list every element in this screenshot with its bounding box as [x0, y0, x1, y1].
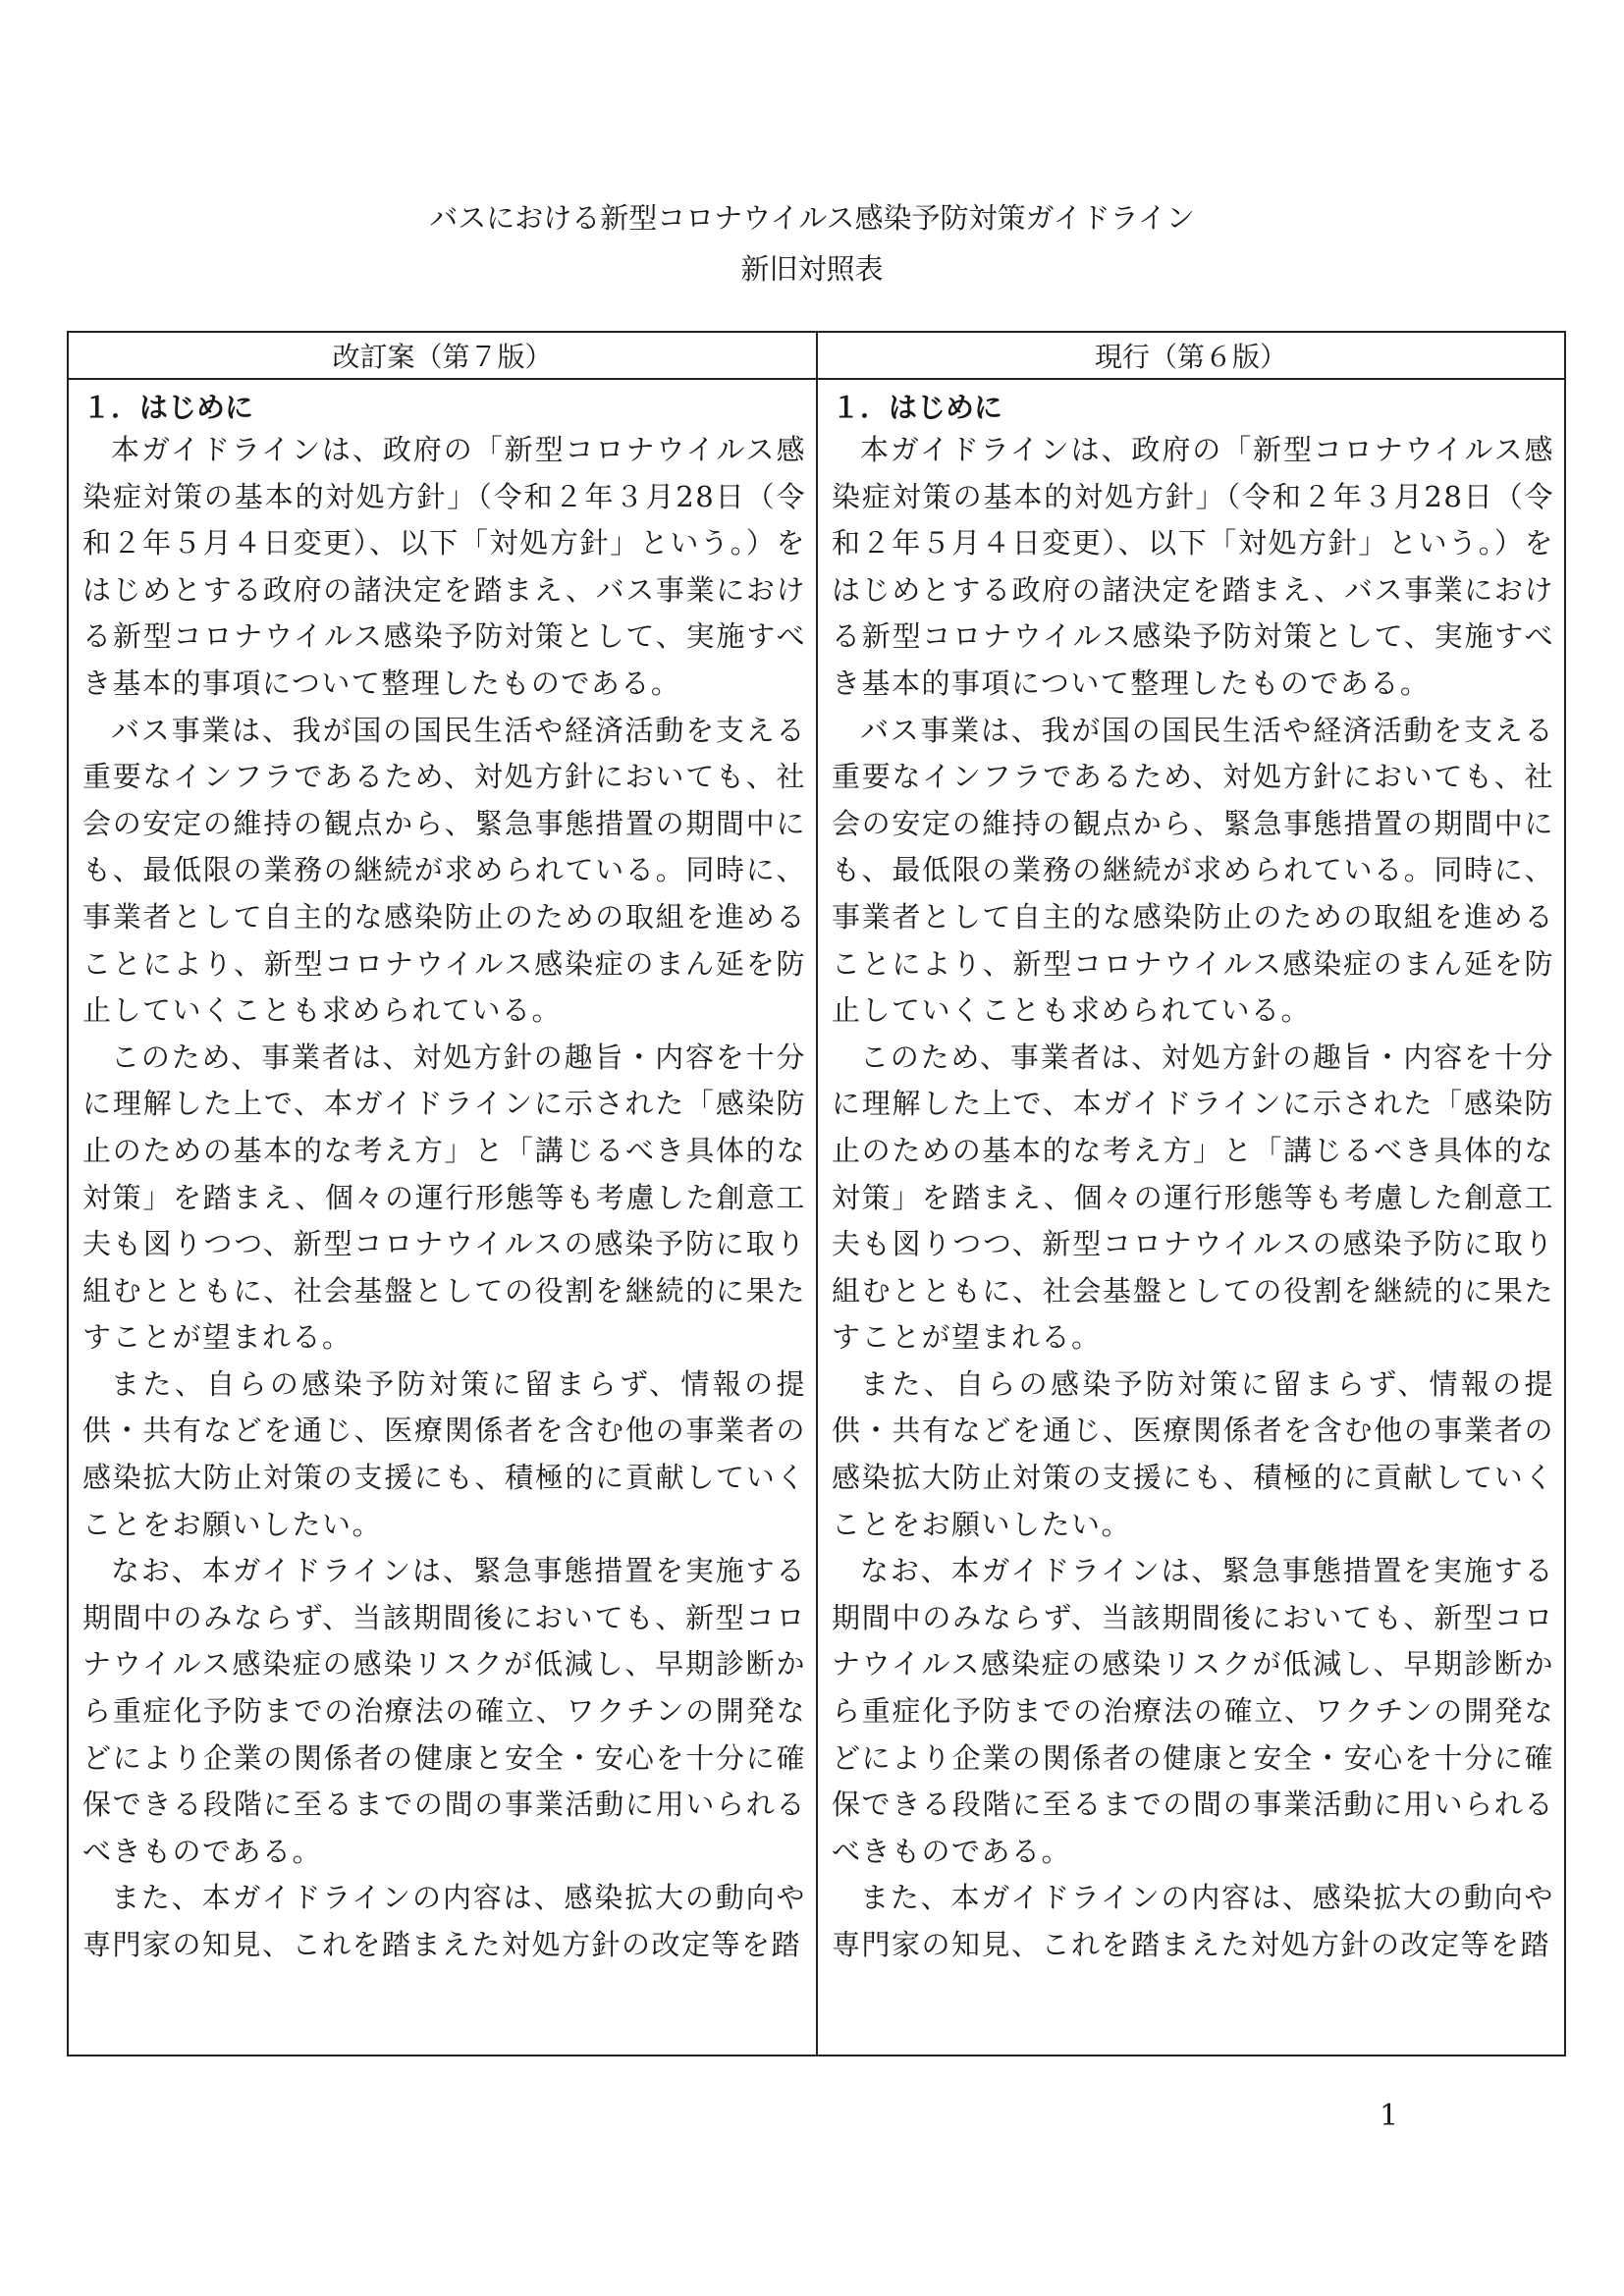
current-column — [817, 379, 1565, 2056]
paragraph: 本ガイドラインは、政府の「新型コロナウイルス感染症対策の基本的対処方針」（令和２年３月28日（令和２年５月４日変更）、以下「対処方針」という。）をはじめとする政府の諸決定を踏まえ、バス事業における新型コロナウイルス感染予防対策として、実施すべき基本的事項について整理したものである。 — [82, 433, 806, 700]
paragraph: なお、本ガイドラインは、緊急事態措置を実施する期間中のみならず、当該期間後においても、新型コロナウイルス感染症の感染リスクが低減し、早期診断から重症化予防までの治療法の確立、ワクチンの開発などにより企業の関係者の健康と安全・安心を十分に確保できる段階に至るまでの間の事業活動に用いられるべきものである。 — [832, 1554, 1554, 1868]
document-title: バスにおける新型コロナウイルス感染予防対策ガイドライン — [429, 201, 1195, 235]
paragraph: バス事業は、我が国の国民生活や経済活動を支える重要なインフラであるため、対処方針においても、社会の安定の維持の観点から、緊急事態措置の期間中にも、最低限の業務の継続が求められている。同時に、事業者として自主的な感染防止のための取組を進めることにより、新型コロナウイルス感染症のまん延を防止していくことも求められている。 — [82, 713, 806, 1028]
paragraph: また、自らの感染予防対策に留まらず、情報の提供・共有などを通じ、医療関係者を含む他の事業者の感染拡大防止対策の支援にも、積極的に貢献していくことをお願いしたい。 — [82, 1366, 806, 1541]
header-current-version: 現行（第６版） — [817, 332, 1565, 379]
comparison-table — [67, 331, 1566, 2056]
paragraph: また、本ガイドラインの内容は、感染拡大の動向や専門家の知見、これを踏まえた対処方針の改定等を踏 — [832, 1881, 1554, 1961]
page-number: 1 — [1380, 2099, 1399, 2133]
section-heading: １．はじめに — [832, 391, 1003, 424]
section-heading: １．はじめに — [82, 391, 254, 424]
paragraph: このため、事業者は、対処方針の趣旨・内容を十分に理解した上で、本ガイドラインに示された「感染防止のための基本的な考え方」と「講じるべき具体的な対策」を踏まえ、個々の運行形態等も考慮した創意工夫も図りつつ、新型コロナウイルスの感染予防に取り組むとともに、社会基盤としての役割を継続的に果たすことが望まれる。 — [82, 1040, 806, 1355]
paragraph: また、本ガイドラインの内容は、感染拡大の動向や専門家の知見、これを踏まえた対処方針の改定等を踏 — [82, 1881, 806, 1961]
paragraph: 本ガイドラインは、政府の「新型コロナウイルス感染症対策の基本的対処方針」（令和２年３月28日（令和２年５月４日変更）、以下「対処方針」という。）をはじめとする政府の諸決定を踏まえ、バス事業における新型コロナウイルス感染予防対策として、実施すべき基本的事項について整理したものである。 — [832, 433, 1554, 700]
header-revised-version: 改訂案（第７版） — [68, 332, 817, 379]
paragraph: なお、本ガイドラインは、緊急事態措置を実施する期間中のみならず、当該期間後においても、新型コロナウイルス感染症の感染リスクが低減し、早期診断から重症化予防までの治療法の確立、ワクチンの開発などにより企業の関係者の健康と安全・安心を十分に確保できる段階に至るまでの間の事業活動に用いられるべきものである。 — [82, 1554, 806, 1868]
paragraph: このため、事業者は、対処方針の趣旨・内容を十分に理解した上で、本ガイドラインに示された「感染防止のための基本的な考え方」と「講じるべき具体的な対策」を踏まえ、個々の運行形態等も考慮した創意工夫も図りつつ、新型コロナウイルスの感染予防に取り組むとともに、社会基盤としての役割を継続的に果たすことが望まれる。 — [832, 1040, 1554, 1355]
table-body-row — [68, 379, 1565, 2056]
paragraph: また、自らの感染予防対策に留まらず、情報の提供・共有などを通じ、医療関係者を含む他の事業者の感染拡大防止対策の支援にも、積極的に貢献していくことをお願いしたい。 — [832, 1366, 1554, 1541]
document-subtitle: 新旧対照表 — [740, 252, 884, 286]
paragraph: バス事業は、我が国の国民生活や経済活動を支える重要なインフラであるため、対処方針においても、社会の安定の維持の観点から、緊急事態措置の期間中にも、最低限の業務の継続が求められている。同時に、事業者として自主的な感染防止のための取組を進めることにより、新型コロナウイルス感染症のまん延を防止していくことも求められている。 — [832, 713, 1554, 1028]
table-header-row — [68, 332, 1565, 379]
revised-column — [68, 379, 817, 2056]
